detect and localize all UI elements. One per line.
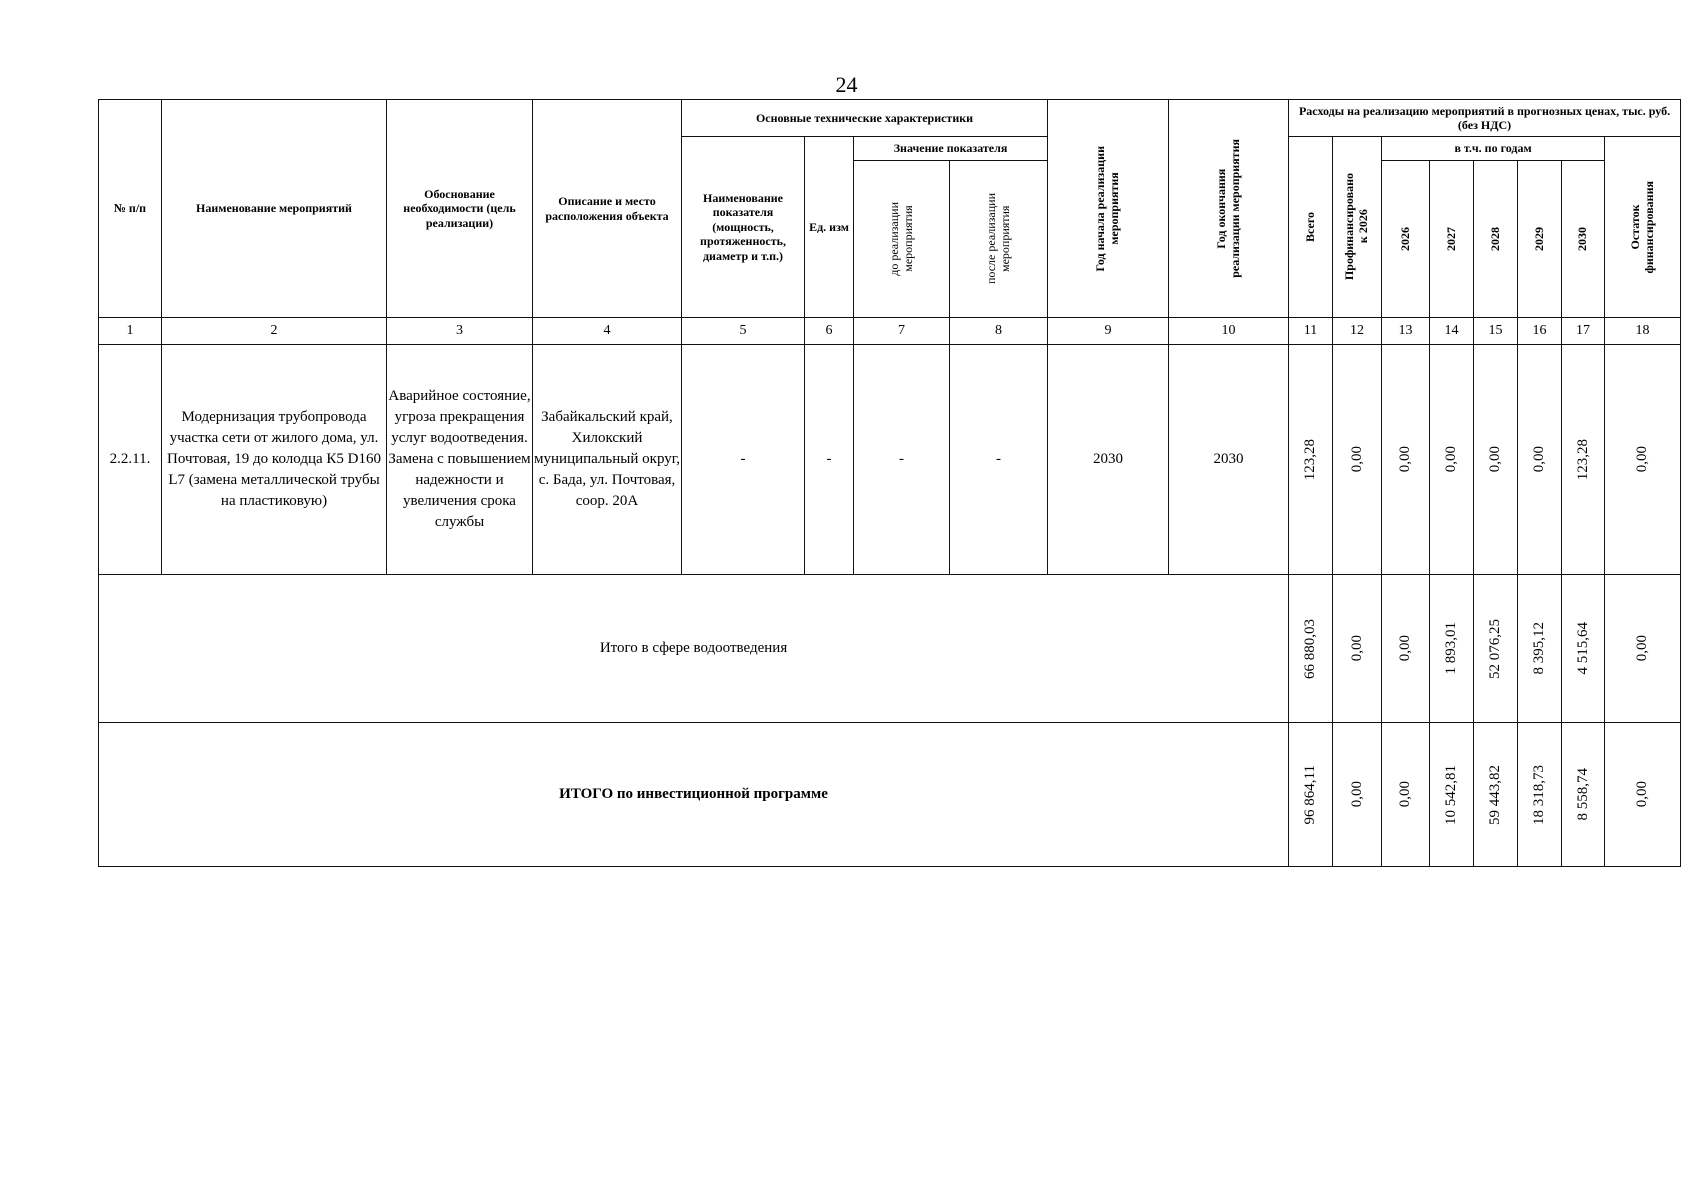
col-num: 5 [682,318,805,345]
col-num: 10 [1169,318,1289,345]
row-end-year: 2030 [1169,345,1289,575]
grand-total-prefinanced: 0,00 [1333,723,1382,867]
subtotal-total: 66 880,03 [1289,575,1333,723]
header-unit: Ед. изм [805,137,854,318]
header-year-2029: 2029 [1518,161,1562,318]
grand-total-2030: 8 558,74 [1562,723,1605,867]
grand-total-2028: 59 443,82 [1474,723,1518,867]
row-total: 123,28 [1289,345,1333,575]
col-num: 11 [1289,318,1333,345]
subtotal-prefinanced: 0,00 [1333,575,1382,723]
subtotal-2028: 52 076,25 [1474,575,1518,723]
header-indicator-name: Наименование показателя (мощность, протяженность, диаметр и т.п.) [682,137,805,318]
header-num: № п/п [99,100,162,318]
header-year-2030: 2030 [1562,161,1605,318]
row-2030: 123,28 [1562,345,1605,575]
col-num: 3 [387,318,533,345]
header-tech-group: Основные технические характеристики [682,100,1048,137]
row-description: Забайкальский край, Хилокский муниципальный округ, с. Бада, ул. Почтовая, соор. 20А [533,345,682,575]
col-num: 7 [854,318,950,345]
subtotal-2027: 1 893,01 [1430,575,1474,723]
row-num: 2.2.11. [99,345,162,575]
header-before: до реализации мероприятия [854,161,950,318]
col-num: 14 [1430,318,1474,345]
header-by-years: в т.ч. по годам [1382,137,1605,161]
header-year-2028: 2028 [1474,161,1518,318]
grand-total-row [99,723,1681,867]
col-num: 8 [950,318,1048,345]
header-name: Наименование мероприятий [162,100,387,318]
subtotal-remaining: 0,00 [1605,575,1681,723]
col-num: 13 [1382,318,1430,345]
page-number: 24 [835,72,858,97]
investment-program-table [98,99,1681,867]
row-remaining: 0,00 [1605,345,1681,575]
grand-total-total: 96 864,11 [1289,723,1333,867]
header-prefinanced: Профинансировано к 2026 [1333,137,1382,318]
col-num: 9 [1048,318,1169,345]
row-unit: - [805,345,854,575]
header-value-group: Значение показателя [854,137,1048,161]
header-description: Описание и место расположения объекта [533,100,682,318]
grand-total-remaining: 0,00 [1605,723,1681,867]
header-year-2027: 2027 [1430,161,1474,318]
col-num: 17 [1562,318,1605,345]
header-after: после реализации мероприятия [950,161,1048,318]
grand-total-2026: 0,00 [1382,723,1430,867]
subtotal-row [99,575,1681,723]
row-name: Модернизация трубопровода участка сети от жилого дома, ул. Почтовая, 19 до колодца К5 D160 L7 (замена металлической трубы на пластиковую) [162,345,387,575]
row-prefinanced: 0,00 [1333,345,1382,575]
header-end-year: Год окончания реализации мероприятия [1169,100,1289,318]
col-num: 18 [1605,318,1681,345]
header-costs-group: Расходы на реализацию мероприятий в прогнозных ценах, тыс. руб. (без НДС) [1289,100,1681,137]
header-justification: Обоснование необходимости (цель реализации) [387,100,533,318]
subtotal-2029: 8 395,12 [1518,575,1562,723]
header-year-2026: 2026 [1382,161,1430,318]
subtotal-label: Итого в сфере водоотведения [99,575,1289,723]
col-num: 15 [1474,318,1518,345]
row-before: - [854,345,950,575]
header-remaining: Остаток финансирования [1605,137,1681,318]
row-2026: 0,00 [1382,345,1430,575]
header-start-year: Год начала реализации мероприятия [1048,100,1169,318]
grand-total-label: ИТОГО по инвестиционной программе [99,723,1289,867]
row-2028: 0,00 [1474,345,1518,575]
col-num: 6 [805,318,854,345]
grand-total-2027: 10 542,81 [1430,723,1474,867]
col-num: 4 [533,318,682,345]
table-row [99,345,1681,575]
row-after: - [950,345,1048,575]
header-total: Всего [1289,137,1333,318]
row-start-year: 2030 [1048,345,1169,575]
row-2029: 0,00 [1518,345,1562,575]
col-num: 12 [1333,318,1382,345]
subtotal-2030: 4 515,64 [1562,575,1605,723]
row-2027: 0,00 [1430,345,1474,575]
row-justification: Аварийное состояние, угроза прекращения услуг водоотведения. Замена с повышением надежности и увеличения срока службы [387,345,533,575]
col-num: 16 [1518,318,1562,345]
grand-total-2029: 18 318,73 [1518,723,1562,867]
row-indicator: - [682,345,805,575]
col-num: 1 [99,318,162,345]
col-num: 2 [162,318,387,345]
subtotal-2026: 0,00 [1382,575,1430,723]
column-number-row [99,318,1681,345]
